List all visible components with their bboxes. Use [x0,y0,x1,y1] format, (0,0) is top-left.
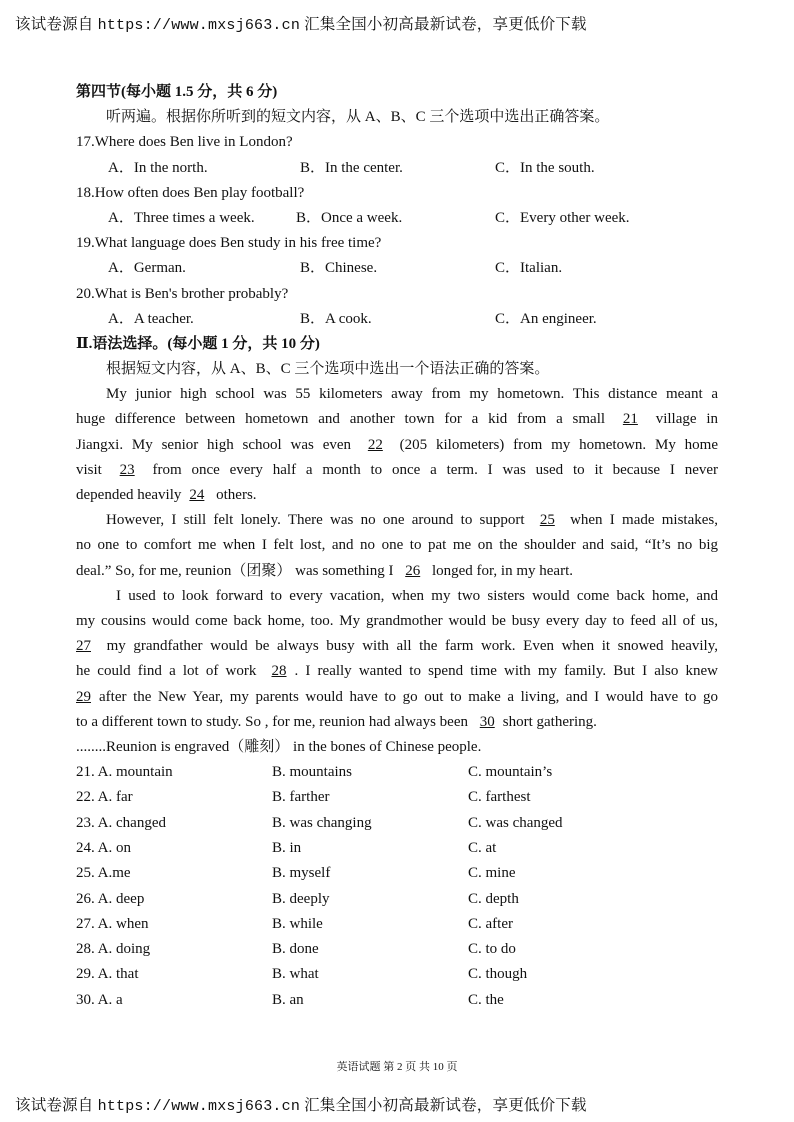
passage-text: to a different town to study. So , for me, reunion had always been [76,713,468,730]
option-a: 24. A. on [76,839,132,856]
option-a: 22. A. far [76,789,133,806]
option-a: A．Three times a week. [108,209,255,226]
banner-suffix: 汇集全国小初高最新试卷，享更低价下载 [304,16,587,33]
options-row-28 [76,937,718,962]
passage-text: longed for, in my heart. [431,562,573,579]
passage-line: no one to comfort me when I felt lost, and no one to pat me on the shoulder and said, “It’s no big [76,537,718,554]
passage-closing-line: ........Reunion is engraved（雕刻） in the bones of Chinese people. [76,738,482,755]
passage-text: when I made mistakes, [570,512,718,529]
options-row-21 [76,760,718,785]
option-a: A．A teacher. [108,310,194,327]
option-a: 27. A. when [76,915,149,932]
banner-prefix: 该试卷源自 [15,16,94,33]
option-a: 26. A. deep [76,890,145,907]
passage-text: village in [655,411,719,428]
passage-line [76,483,718,508]
passage-text: others. [216,487,257,503]
option-b: B. an [272,991,304,1008]
option-c: C. the [468,991,504,1008]
option-c: C．Every other week. [495,209,630,226]
section4-instruction: 听两遍。根据你所听到的短文内容，从 A、B、C 三个选项中选出正确答案。 [106,109,610,126]
passage-text: visit [76,461,102,478]
options-row-27 [76,912,718,937]
option-b: B．Chinese. [300,260,378,277]
option-c: C. farthest [468,789,531,806]
option-c: C. was changed [468,814,563,831]
passage-text: However, I still felt lonely. There was no one around to support [106,512,525,529]
passage-text: Jiangxi. My senior high school was even [76,436,352,453]
option-b: B．Once a week. [296,209,403,226]
passage-text: from once every half a month to once a term. I was used to it because I never [152,461,719,478]
passage-line [76,433,718,458]
option-b: B. mountains [272,764,353,781]
question-20-options [76,307,718,332]
option-b: B. in [272,839,302,856]
passage-text: after the New Year, my parents would have to go out to make a living, and I would have to go [99,688,718,705]
option-b: B．In the center. [300,159,403,176]
option-b: B．A cook. [300,310,372,327]
source-banner-bottom [15,1093,587,1115]
option-b: B. farther [272,789,330,806]
option-c: C．In the south. [495,159,595,176]
blank-24: 24 [189,487,205,503]
option-c: C. at [468,839,497,856]
option-c: C. mountain’s [468,764,553,781]
option-c: C．An engineer. [495,310,597,327]
option-a: A．In the north. [108,159,208,176]
blank-23: 23 [119,461,135,478]
question-17: 17.Where does Ben live in London? [76,134,293,151]
option-a: A．German. [108,260,186,277]
passage-line [76,559,718,584]
option-c: C. after [468,915,513,932]
option-b: B. deeply [272,890,330,907]
passage-text: short gathering. [502,713,597,730]
passage-text: huge difference between hometown and another town for a kid from a small [76,411,606,428]
passage-text: my grandfather would be always busy with all the farm work. Even when it snowed heavily, [106,638,718,655]
option-a: 28. A. doing [76,941,151,958]
option-c: C. to do [468,941,516,958]
passage-line [76,458,718,483]
options-row-23 [76,811,718,836]
passage-text: he could find a lot of work [76,663,257,680]
passage-line: my cousins would come back home, too. My grandmother would be busy every day to feed all of us, [76,612,718,629]
question-20: 20.What is Ben's brother probably? [76,285,289,302]
option-c: C. depth [468,890,519,907]
passage-line [76,407,718,432]
question-17-options [76,156,718,181]
options-row-30 [76,988,718,1013]
option-a: 25. A.me [76,865,131,882]
option-c: C. though [468,966,528,983]
blank-25: 25 [539,512,555,529]
grammar-title: Ⅱ.语法选择。(每小题 1 分，共 10 分) [76,335,320,352]
passage-line [76,659,718,684]
blank-22: 22 [367,436,383,453]
option-b: B. what [272,966,319,983]
passage-text: (205 kilometers) from my hometown. My home [399,436,718,453]
options-row-25 [76,861,718,886]
passage-line [76,710,718,735]
option-c: C．Italian. [495,260,563,277]
page-content [76,80,718,1013]
passage-line: My junior high school was 55 kilometers away from my hometown. This distance meant a [106,386,718,403]
question-19-options [76,256,718,281]
passage-text: depended heavily [76,487,182,503]
grammar-instruction: 根据短文内容，从 A、B、C 三个选项中选出一个语法正确的答案。 [106,361,550,378]
blank-28: 28 [271,663,287,680]
question-18-options [76,206,718,231]
option-b: B. while [272,915,323,932]
page-footer: 英语试题 第 2 页 共 10 页 [336,1061,458,1073]
options-row-29 [76,962,718,987]
option-c: C. mine [468,865,516,882]
options-row-24 [76,836,718,861]
blank-30: 30 [479,713,495,730]
options-row-22 [76,785,718,810]
blank-21: 21 [622,411,638,428]
option-a: 30. A. a [76,991,123,1008]
passage-line [76,685,718,710]
option-a: 23. A. changed [76,814,166,831]
blank-27: 27 [76,638,91,655]
passage-line [76,508,718,533]
options-row-26 [76,887,718,912]
option-a: 29. A. that [76,966,139,983]
grammar-options-list [76,760,718,1013]
option-b: B. was changing [272,814,372,831]
banner-url-link[interactable]: https://www.mxsj663.cn [97,17,301,34]
question-18: 18.How often does Ben play football? [76,184,305,201]
banner-prefix: 该试卷源自 [15,1097,94,1114]
source-banner-top [15,12,587,34]
blank-26: 26 [405,562,421,579]
question-19: 19.What language does Ben study in his free time? [76,235,382,252]
section4-title: 第四节(每小题 1.5 分，共 6 分) [76,84,278,100]
passage-line: I used to look forward to every vacation, when my two sisters would come back home, and [116,587,718,604]
blank-29: 29 [76,688,91,705]
passage-text: deal.” So, for me, reunion（团聚） was something I [76,562,394,579]
banner-url-link[interactable]: https://www.mxsj663.cn [97,1098,301,1115]
option-b: B. done [272,941,319,958]
banner-suffix: 汇集全国小初高最新试卷，享更低价下载 [304,1097,587,1114]
option-a: 21. A. mountain [76,764,173,781]
option-b: B. myself [272,865,331,882]
passage-text: . I really wanted to spend time with my family. But I also knew [294,663,719,680]
passage-line [76,634,718,659]
